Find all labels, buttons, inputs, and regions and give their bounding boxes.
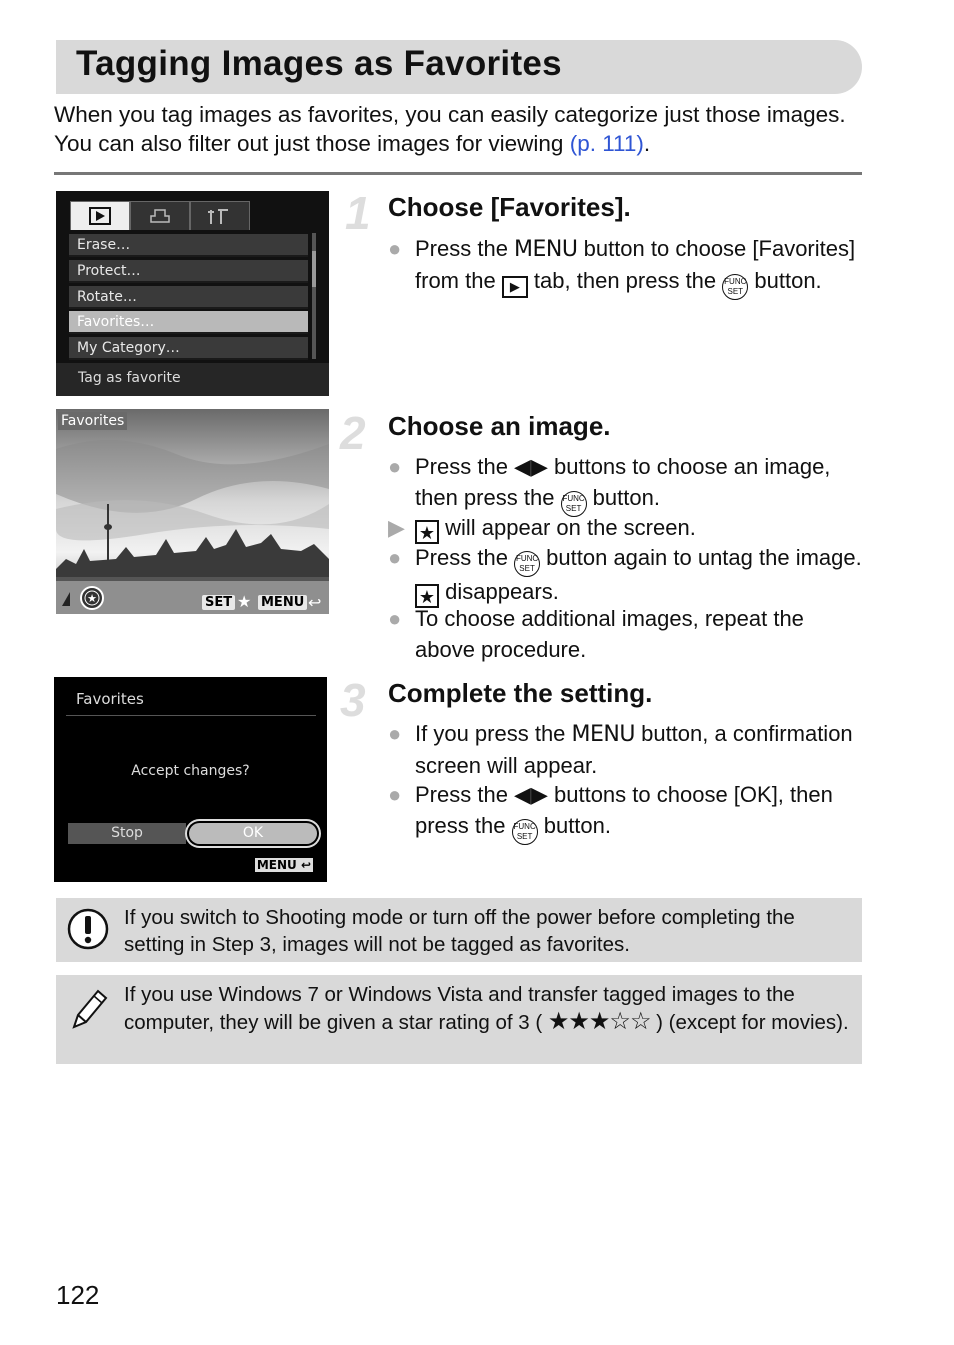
return-icon: ↩ <box>300 858 311 872</box>
text: If you press the <box>415 721 572 746</box>
caution-icon <box>66 907 110 951</box>
menu-item-favorites: Favorites… <box>69 311 308 334</box>
return-icon: ↩ <box>308 593 322 612</box>
set-badge: SET <box>202 595 235 610</box>
pencil-icon <box>66 985 110 1033</box>
bullet-icon: ● <box>388 606 402 631</box>
step3-bullet-1 <box>388 719 868 781</box>
step2-bullet-3 <box>388 604 868 665</box>
func-top: FUNC <box>515 554 539 563</box>
func-bottom: SET <box>516 831 533 841</box>
text: buttons to choose an image, then press the <box>415 454 831 510</box>
camera-screen-menu <box>56 191 329 396</box>
favorites-label: Favorites <box>58 412 127 430</box>
memo-text-a: If you use Windows 7 or Windows Vista and transfer tagged images to the computer, they will be given a star rating of 3 ( <box>124 983 795 1034</box>
step2-result <box>388 513 868 544</box>
dialog-title: Favorites <box>76 690 144 708</box>
menu-item-erase: Erase… <box>69 234 308 257</box>
step-number-2: 2 <box>340 407 366 459</box>
func-set-button-icon <box>514 551 540 577</box>
page-reference-link[interactable]: (p. 111) <box>569 131 644 156</box>
func-set-button-icon <box>512 819 538 845</box>
menu-item-rotate: Rotate… <box>69 286 308 309</box>
step-heading-2: Choose an image. <box>388 411 611 441</box>
tab-playback <box>70 201 130 230</box>
memo-text-b: ) (except for movies). <box>650 1011 849 1034</box>
dialog-question: Accept changes? <box>131 763 250 779</box>
title-bar <box>56 40 862 94</box>
left-right-arrows-icon: ◀▶ <box>514 454 548 479</box>
step1-bullet-1 <box>388 234 868 300</box>
step2-bullet-2 <box>388 543 868 608</box>
text: Press the <box>415 236 515 261</box>
step-number-3: 3 <box>340 674 366 726</box>
camera-screen-image <box>56 409 329 614</box>
caution-note <box>56 898 862 962</box>
menu-button-icon: MENU <box>571 722 635 747</box>
star-rating-icon: ★★★☆☆ <box>547 1008 651 1035</box>
func-top: FUNC <box>562 493 585 503</box>
tab-print <box>130 201 190 230</box>
favorite-indicator-icon <box>60 584 112 612</box>
memo-text <box>124 981 854 1036</box>
func-top: FUNC <box>724 276 747 286</box>
text: disappears. <box>439 579 559 604</box>
caution-text: If you switch to Shooting mode or turn off the power before completing the setting in Step 3, images will not be tagged as favorites. <box>124 906 795 956</box>
step-number-1: 1 <box>345 187 371 239</box>
func-set-button-icon <box>722 274 748 300</box>
func-top: FUNC <box>513 821 536 831</box>
star-icon: ★ <box>237 592 252 611</box>
menu-item-my-category: My Category… <box>69 337 308 360</box>
boxed-star-icon: ★ <box>415 520 439 544</box>
text: Press the <box>415 782 515 807</box>
text: Press the <box>415 454 515 479</box>
playback-tab-icon: ▶ <box>502 276 528 298</box>
text: To choose additional images, repeat the above procedure. <box>415 606 804 662</box>
menu-badge: MENU <box>258 595 307 610</box>
bullet-icon: ● <box>388 545 402 570</box>
text: button. <box>586 484 660 510</box>
result-arrow-icon: ▶ <box>388 515 405 540</box>
menu-hint: Tag as favorite <box>56 363 329 396</box>
bullet-icon: ● <box>388 454 402 479</box>
tab-settings <box>190 201 250 230</box>
dialog-divider <box>66 715 316 716</box>
ok-button: OK <box>189 823 317 844</box>
bullet-icon: ● <box>388 721 402 746</box>
text: button, a confirmation screen will appear. <box>415 721 853 778</box>
menu-scrollbar <box>312 233 316 359</box>
playback-icon <box>71 202 129 230</box>
func-bottom: SET <box>727 286 744 296</box>
text: buttons to choose [OK], then press the <box>415 782 833 838</box>
step-heading-3: Complete the setting. <box>388 678 653 708</box>
intro-paragraph <box>54 100 854 158</box>
menu-item-protect: Protect… <box>69 260 308 283</box>
text: button. <box>537 812 611 838</box>
svg-text:★: ★ <box>87 592 97 605</box>
step2-bullet-1 <box>388 452 868 517</box>
section-divider <box>54 172 862 175</box>
memo-note <box>56 975 862 1064</box>
step-heading-1: Choose [Favorites]. <box>388 192 631 222</box>
camera-screen-confirm <box>54 677 327 882</box>
stop-button: Stop <box>68 823 186 844</box>
text: button to choose [Favorites] from the <box>415 236 856 293</box>
text: button again to untag the image. <box>540 545 862 570</box>
text: button. <box>748 267 822 293</box>
step3-bullet-2 <box>388 780 868 845</box>
print-icon <box>131 202 189 230</box>
bullet-icon: ● <box>388 236 402 261</box>
wrench-icon <box>191 202 249 230</box>
text: will appear on the screen. <box>439 515 696 540</box>
text: tab, then press the <box>527 267 723 293</box>
text: Press the <box>415 545 515 570</box>
left-right-arrows-icon: ◀▶ <box>514 782 548 807</box>
menu-badge-text: MENU <box>256 858 297 872</box>
intro-period: . <box>643 131 651 156</box>
intro-text: When you tag images as favorites, you can easily categorize just those images. You can also filter out just those images for viewing <box>54 102 846 156</box>
boxed-star-icon: ★ <box>415 584 439 608</box>
page-number: 122 <box>56 1280 100 1310</box>
menu-return-badge <box>255 858 313 872</box>
func-bottom: SET <box>565 503 582 513</box>
bullet-icon: ● <box>388 782 402 807</box>
func-bottom: SET <box>519 564 535 573</box>
menu-button-icon: MENU <box>514 237 578 262</box>
page-title: Tagging Images as Favorites <box>76 44 562 83</box>
menu-tabs <box>70 201 300 231</box>
